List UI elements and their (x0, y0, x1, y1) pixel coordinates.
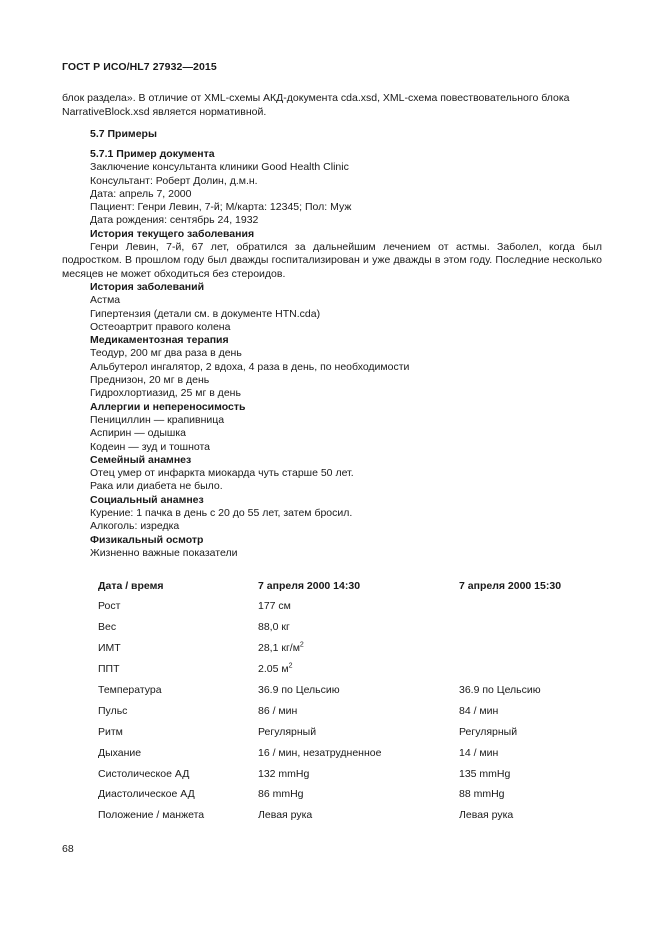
doc-title: Заключение консультанта клиники Good Health Clinic (90, 161, 349, 174)
consultant-line: Консультант: Роберт Долин, д.м.н. (90, 174, 258, 187)
intro-line: NarrativeBlock.xsd является нормативной. (62, 106, 267, 118)
bsa-value: 2.05 м (258, 663, 289, 676)
table-cell (451, 659, 599, 680)
table-cell: Диастолическое АД (98, 788, 195, 801)
table-row (90, 659, 599, 680)
family-history-heading: Семейный анамнез (90, 453, 192, 466)
table-cell (451, 638, 599, 659)
superscript-2: 2 (288, 662, 293, 670)
list-item: Теодур, 200 мг два раза в день (90, 347, 242, 360)
list-item: Рака или диабета не было. (90, 480, 223, 493)
table-cell: 14 / мин (459, 746, 499, 759)
table-cell: 84 / мин (459, 704, 499, 717)
section-title: 5.7 Примеры (90, 128, 157, 140)
table-cell (451, 617, 599, 638)
table-cell: 16 / мин, незатрудненное (258, 746, 382, 759)
table-cell: 88,0 кг (258, 621, 290, 634)
table-cell (250, 659, 451, 680)
table-cell: Рост (98, 600, 121, 613)
table-cell: Систолическое АД (98, 767, 190, 780)
table-cell: 177 см (258, 600, 291, 613)
intro-paragraph (62, 91, 602, 119)
medications-heading: Медикаментозная терапия (90, 334, 229, 347)
table-cell: 86 mmHg (258, 788, 304, 801)
list-item: Алкоголь: изредка (90, 520, 180, 533)
intro-line: блок раздела». В отличие от XML-схемы АКД-документа cda.xsd, XML-схема повествовательного блока (62, 92, 570, 104)
column-header: 7 апреля 2000 14:30 (258, 580, 361, 592)
list-item: Кодеин — зуд и тошнота (90, 440, 211, 453)
dob-line: Дата рождения: сентябрь 24, 1932 (90, 214, 259, 227)
vitals-table (90, 576, 599, 826)
table-cell: Левая рука (459, 809, 514, 822)
table-cell: 86 / мин (258, 704, 298, 717)
table-row (90, 721, 599, 742)
list-item: Астма (90, 294, 121, 307)
table-cell: 132 mmHg (258, 767, 310, 780)
example-document (62, 148, 602, 560)
table-row (90, 638, 599, 659)
list-item: Альбутерол ингалятор, 2 вдоха, 4 раза в день, по необходимости (90, 360, 410, 373)
table-cell (250, 638, 451, 659)
vitals-subheading: Жизненно важные показатели (90, 546, 238, 559)
history-diseases-heading: История заболеваний (90, 280, 205, 293)
table-cell: ППТ (98, 663, 120, 676)
list-item: Отец умер от инфаркта миокарда чуть старше 50 лет. (90, 467, 354, 480)
list-item: Преднизон, 20 мг в день (90, 374, 210, 387)
list-item: Гипертензия (детали см. в документе HTN.cda) (90, 307, 321, 320)
patient-line: Пациент: Генри Левин, 7-й; М/карта: 12345; Пол: Муж (90, 201, 352, 214)
table-cell: Положение / манжета (98, 809, 205, 822)
physical-exam-heading: Физикальный осмотр (90, 533, 204, 546)
table-row (90, 617, 599, 638)
table-cell: Температура (98, 684, 162, 696)
table-cell: Ритм (98, 725, 123, 738)
table-cell: Регулярный (258, 725, 317, 738)
social-history-heading: Социальный анамнез (90, 493, 204, 506)
table-cell: Вес (98, 621, 117, 634)
table-row (90, 805, 599, 826)
page-number: 68 (62, 843, 74, 855)
table-cell: 135 mmHg (459, 767, 511, 780)
superscript-2: 2 (299, 641, 304, 649)
table-cell: Регулярный (459, 725, 518, 738)
list-item: Курение: 1 пачка в день с 20 до 55 лет, затем бросил. (90, 507, 353, 520)
history-current-text: Генри Левин, 7-й, 67 лет, обратился за дальнейшим лечением от астмы. Заболел, когда был подростком. В прошлом году был дважды госпитализирован и уже дважды в этом году. Последние несколько месяцев не может обходиться без стероидов. (62, 241, 602, 280)
column-header: Дата / время (98, 580, 164, 592)
list-item: Аспирин — одышка (90, 427, 187, 440)
allergies-heading: Аллергии и непереносимость (90, 400, 246, 413)
table-row (90, 763, 599, 784)
date-line: Дата: апрель 7, 2000 (90, 187, 192, 200)
example-title: 5.7.1 Пример документа (90, 148, 215, 160)
table-row (90, 700, 599, 721)
table-row (90, 742, 599, 763)
table-cell: ИМТ (98, 642, 121, 655)
table-cell: 36.9 по Цельсию (459, 684, 541, 696)
bmi-value: 28,1 кг/м (258, 642, 300, 655)
history-current-heading: История текущего заболевания (90, 227, 255, 240)
list-item: Пенициллин — крапивница (90, 413, 225, 426)
table-cell: Дыхание (98, 746, 142, 759)
table-cell: 36.9 по Цельсию (258, 684, 340, 696)
column-header: 7 апреля 2000 15:30 (459, 580, 562, 592)
table-cell (451, 596, 599, 617)
table-cell: 88 mmHg (459, 788, 505, 801)
list-item: Гидрохлортиазид, 25 мг в день (90, 387, 241, 400)
table-row (90, 596, 599, 617)
table-row (90, 680, 599, 701)
list-item: Остеоартрит правого колена (90, 320, 231, 333)
table-header-row (90, 576, 599, 596)
document-header: ГОСТ Р ИСО/HL7 27932—2015 (62, 61, 217, 73)
table-cell: Пульс (98, 704, 128, 717)
table-row (90, 784, 599, 805)
table-cell: Левая рука (258, 809, 313, 822)
